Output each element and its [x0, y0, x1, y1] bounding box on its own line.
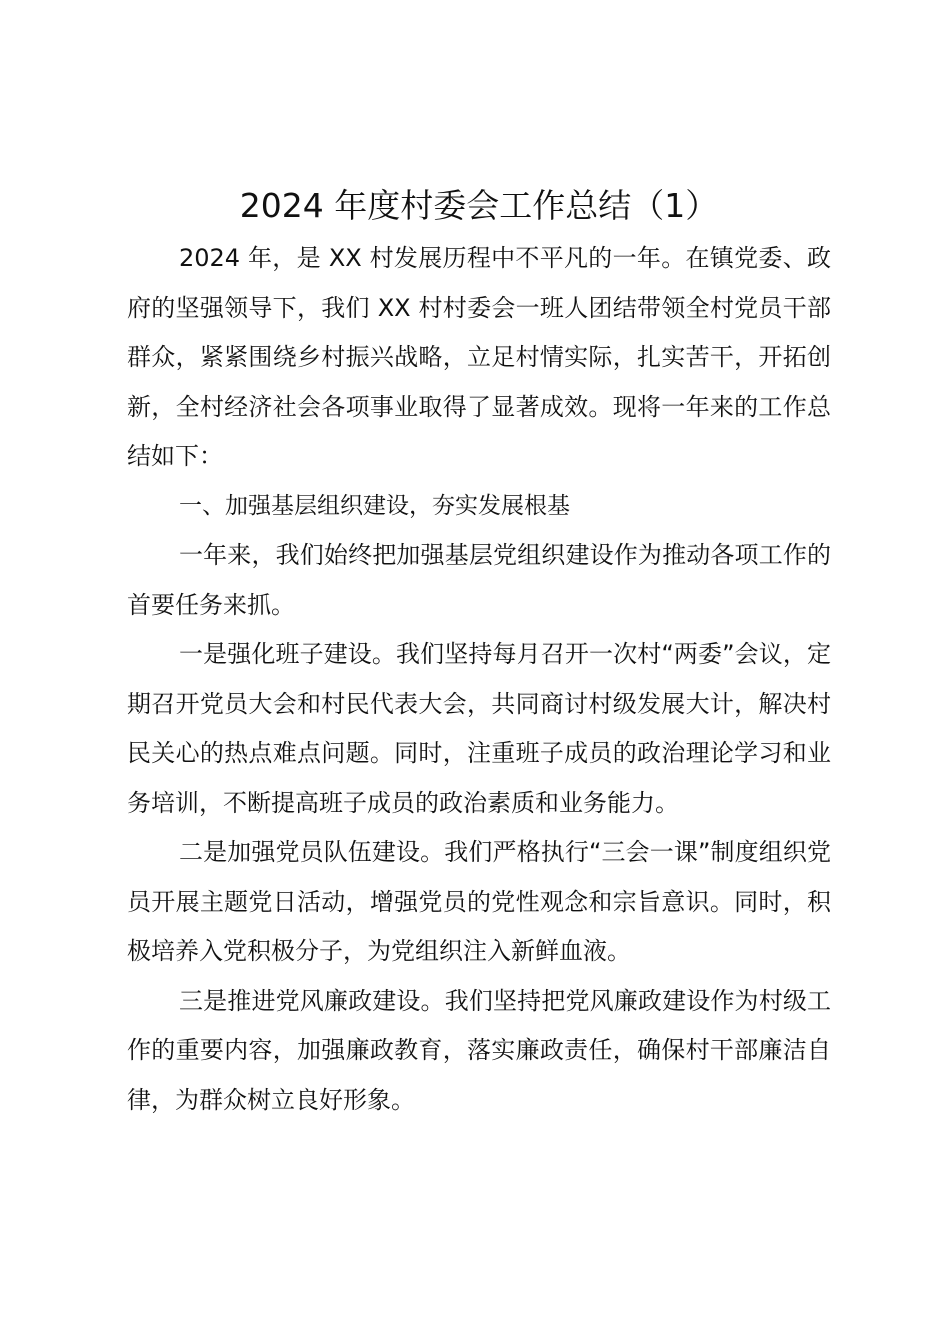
- point-two-paragraph: 二是加强党员队伍建设。我们严格执行“三会一课”制度组织党员开展主题党日活动，增强党员的党性观念和宗旨意识。同时，积极培养入党积极分子，为党组织注入新鲜血液。: [127, 838, 831, 965]
- point-three-paragraph: 三是推进党风廉政建设。我们坚持把党风廉政建设作为村级工作的重要内容，加强廉政教育，落实廉政责任，确保村干部廉洁自律，为群众树立良好形象。: [127, 986, 831, 1114]
- section-intro-paragraph: 一年来，我们始终把加强基层党组织建设作为推动各项工作的首要任务来抓。: [127, 541, 831, 619]
- section-heading: 一、加强基层组织建设，夯实发展根基: [179, 492, 570, 519]
- document-page: [127, 178, 831, 1125]
- document-title: 2024 年度村委会工作总结（1）: [239, 186, 719, 225]
- point-one-paragraph: 一是强化班子建设。我们坚持每月召开一次村“两委”会议，定期召开党员大会和村民代表大会，共同商讨村级发展大计，解决村民关心的热点难点问题。同时，注重班子成员的政治理论学习和业务培训，不断提高班子成员的政治素质和业务能力。: [127, 640, 831, 817]
- intro-paragraph: 2024 年，是 XX 村发展历程中不平凡的一年。在镇党委、政府的坚强领导下，我们 XX 村村委会一班人团结带领全村党员干部群众，紧紧围绕乡村振兴战略，立足村情实际，扎实苦干，开拓创新，全村经济社会各项事业取得了显著成效。现将一年来的工作总结如下：: [127, 244, 831, 470]
